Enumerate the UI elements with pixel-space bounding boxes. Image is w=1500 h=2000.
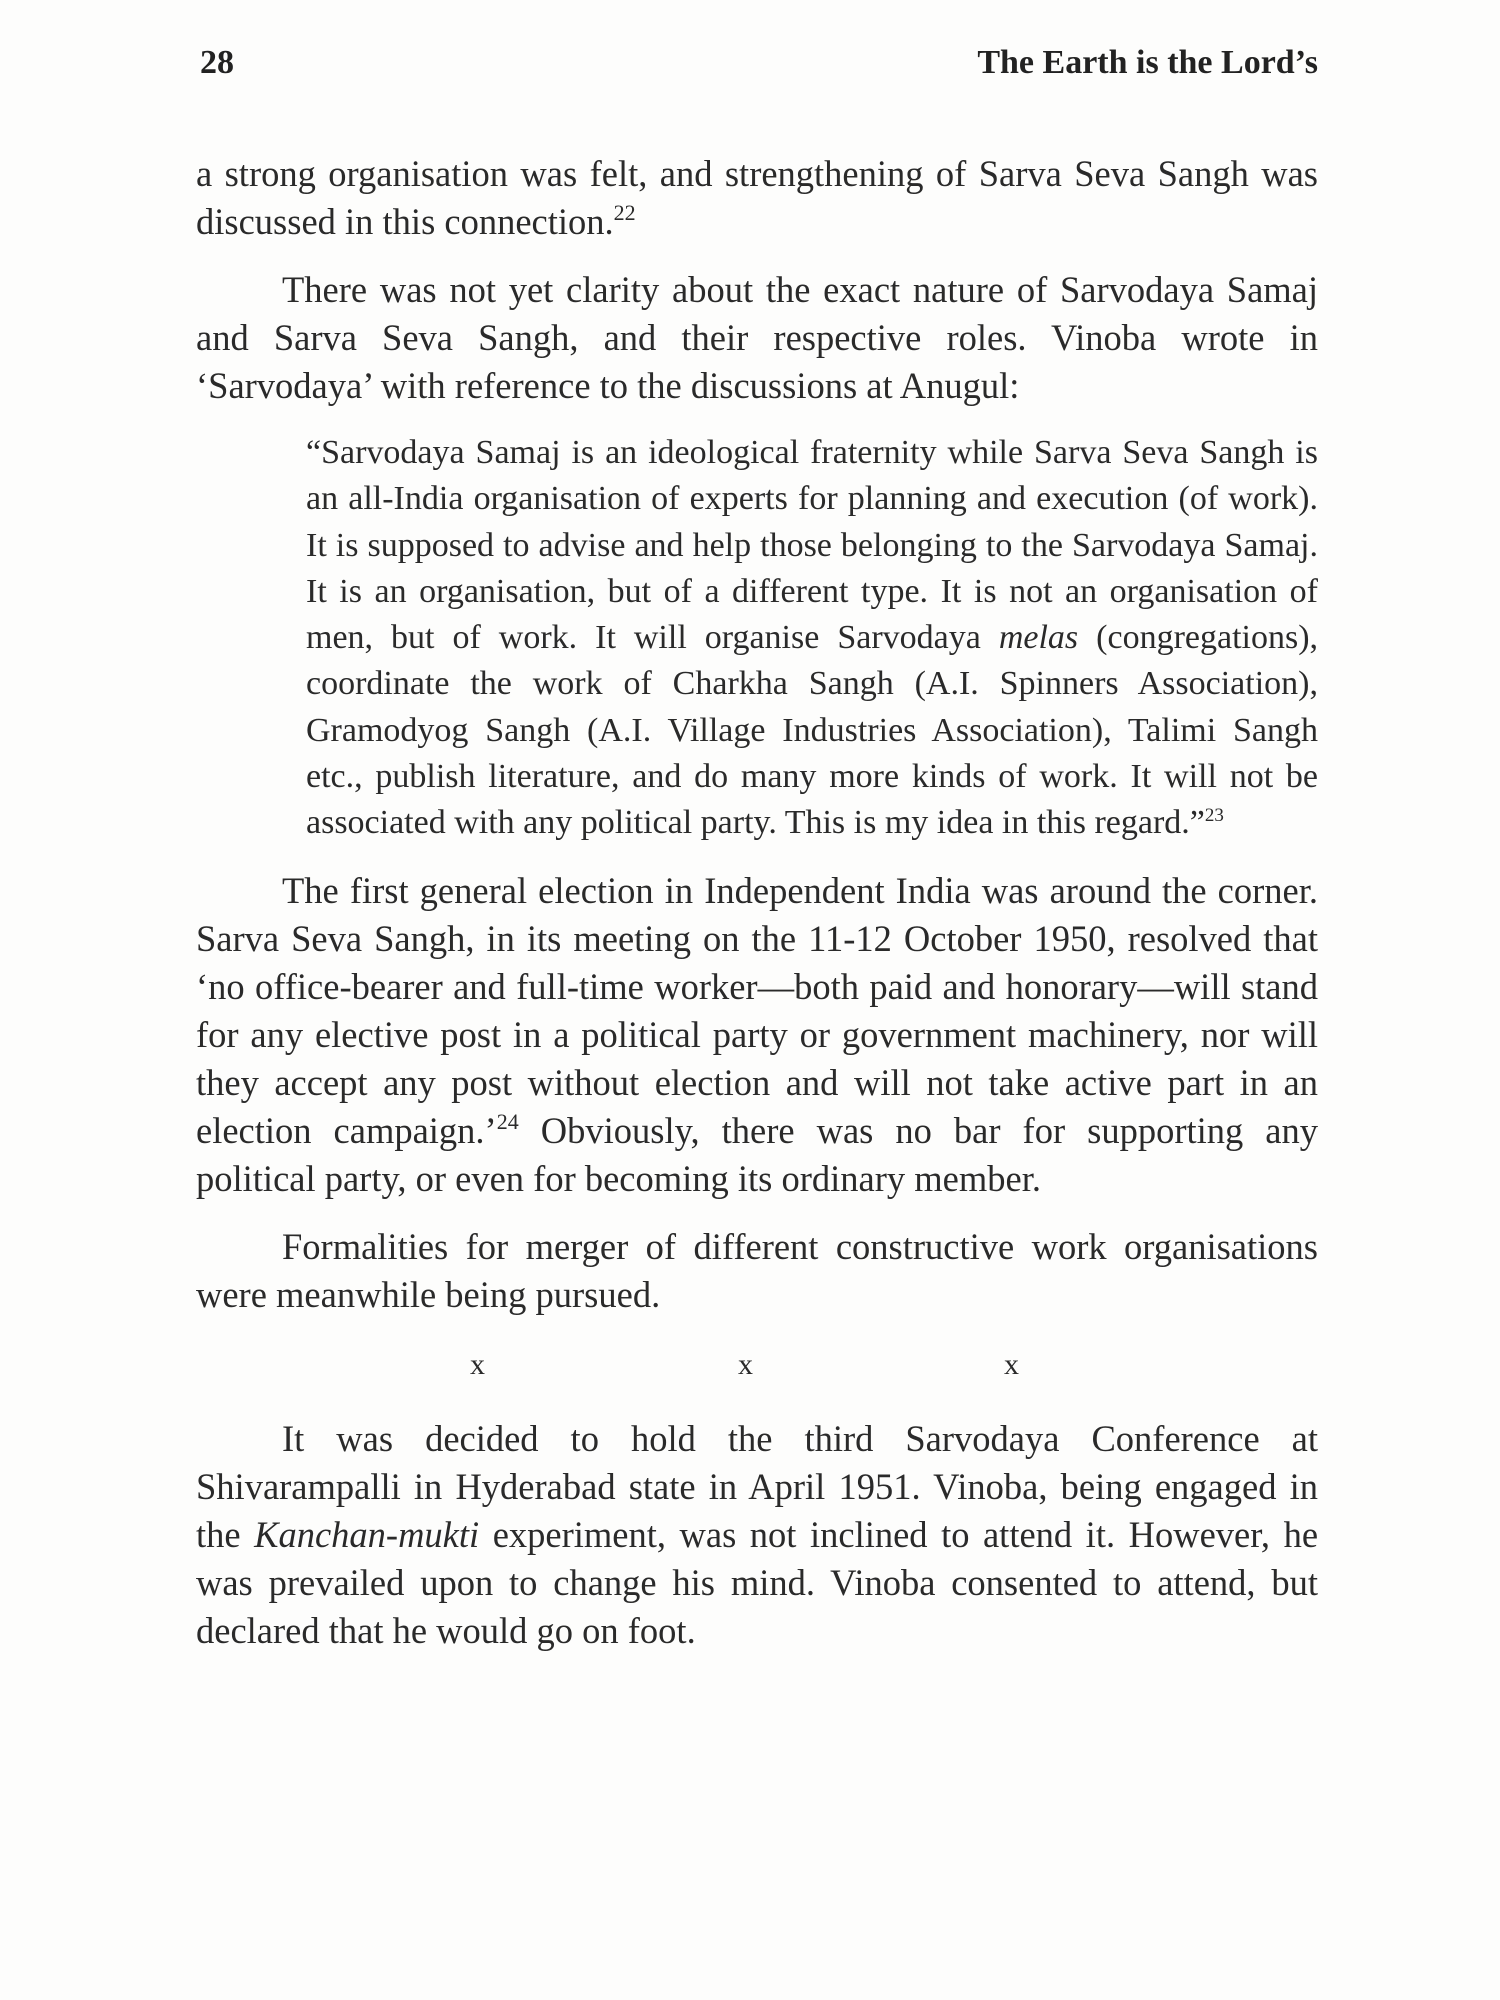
quote-text-part1: “Sarvodaya Samaj is an ideological fraternity while Sarva Seva Sangh is an all-India organisation of experts for planning and execution (of work). It is supposed to advise and help those belonging to the Sarvodaya Samaj. It is an organisation, but of a different type. It is not an organisation of men, but of work. It will organise Sarvodaya (306, 434, 1318, 657)
paragraph-5-text-part2: experiment, was not inclined to attend it. However, he was prevailed upon to change his mind. Vinoba consented to attend, but declared that he would go on foot. (196, 1513, 1319, 1651)
separator-mark: x (738, 1347, 753, 1381)
page-header (200, 44, 1318, 94)
paragraph-4 (196, 1223, 1318, 1319)
separator-mark: x (1004, 1347, 1019, 1381)
footnote-ref-23: 23 (1204, 805, 1224, 827)
running-title: The Earth is the Lord’s (977, 44, 1318, 81)
quote-text-part2: (congregations), coordinate the work of Charkha Sangh (A.I. Spinners Association), Gramodyog Sangh (A.I. Village Industries Association), Talimi Sangh etc., publish literature, and do many more kinds of work. It will not be associated with any political party. This is my idea in this regard.” (306, 619, 1319, 842)
section-separator (196, 1341, 1318, 1389)
paragraph-3-text-part1: The first general election in Independent India was around the corner. Sarva Seva Sangh, in its meeting on the 11-12 October 1950, resolved that ‘no office-bearer and full-time worker—both paid and honorary—will stand for any elective post in a political party or government machinery, nor will they accept any post without election and will not take active part in an election campaign.’ (196, 869, 1318, 1151)
paragraph-1-text: a strong organisation was felt, and strengthening of Sarva Seva Sangh was discussed in this connection. (196, 153, 1318, 242)
block-quote (306, 430, 1318, 847)
paragraph-3 (196, 867, 1318, 1203)
paragraph-5 (196, 1415, 1318, 1655)
footnote-ref-22: 22 (613, 200, 636, 225)
quote-italic-term: melas (998, 619, 1079, 657)
paragraph-3-text-part2: Obviously, there was no bar for supporting any political party, or even for becoming its ordinary member. (196, 1109, 1318, 1199)
paragraph-2 (196, 266, 1318, 410)
paragraph-5-italic-term: Kanchan-mukti (254, 1513, 480, 1555)
paragraph-4-text: Formalities for merger of different constructive work organisations were meanwhile being pursued. (196, 1225, 1318, 1315)
paragraph-1 (196, 150, 1318, 246)
page-body (196, 150, 1318, 1675)
paragraph-2-text: There was not yet clarity about the exact nature of Sarvodaya Samaj and Sarva Seva Sangh, and their respective roles. Vinoba wrote in ‘Sarvodaya’ with reference to the discussions at Anugul: (196, 269, 1318, 406)
page-number: 28 (200, 44, 234, 81)
separator-mark: x (470, 1347, 485, 1381)
footnote-ref-24: 24 (496, 1108, 519, 1134)
paragraph-5-text-part1: It was decided to hold the third Sarvodaya Conference at Shivarampalli in Hyderabad state in April 1951. Vinoba, being engaged in the (196, 1417, 1318, 1555)
